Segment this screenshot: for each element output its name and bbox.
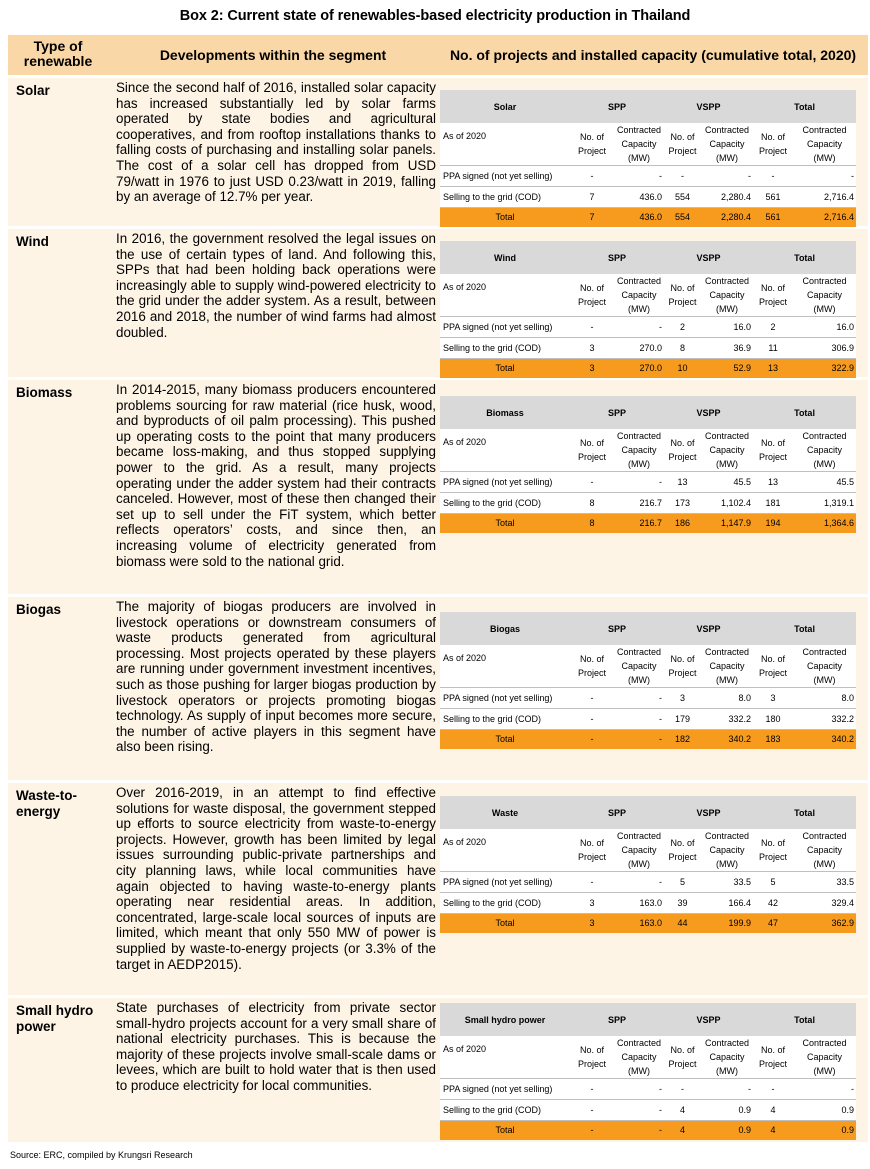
ppa-row — [440, 472, 856, 493]
no-of-project-header: No. of Project — [664, 274, 701, 317]
table-group-header — [440, 90, 856, 123]
no-of-project-header: No. of Project — [753, 829, 793, 872]
no-of-project-header: No. of Project — [664, 123, 701, 166]
capacity-cell: 436.0 — [614, 187, 664, 208]
project-count-cell: 3 — [570, 893, 614, 914]
contracted-capacity-header: Contracted Capacity (MW) — [701, 1036, 753, 1079]
spp-header: SPP — [570, 1003, 664, 1036]
total-header: Total — [753, 396, 856, 429]
row-label: Selling to the grid (COD) — [440, 709, 570, 730]
contracted-capacity-header: Contracted Capacity (MW) — [701, 123, 753, 166]
contracted-capacity-header: Contracted Capacity (MW) — [793, 1036, 856, 1079]
row-label: PPA signed (not yet selling) — [440, 317, 570, 338]
contracted-capacity-header: Contracted Capacity (MW) — [793, 274, 856, 317]
total-row — [440, 359, 856, 378]
table-group-header — [440, 612, 856, 645]
box-title: Box 2: Current state of renewables-based electricity production in Thailand — [179, 8, 691, 24]
ppa-row — [440, 166, 856, 187]
no-of-project-header: No. of Project — [570, 123, 614, 166]
row-label: PPA signed (not yet selling) — [440, 166, 570, 187]
project-count-cell: 11 — [753, 338, 793, 359]
capacity-cell: 436.0 — [614, 208, 664, 227]
capacity-table — [440, 90, 856, 227]
capacity-cell: 306.9 — [793, 338, 856, 359]
project-count-cell: 4 — [753, 1121, 793, 1140]
contracted-capacity-header: Contracted Capacity (MW) — [701, 645, 753, 688]
table-segment-name: Waste — [440, 796, 570, 829]
no-of-project-header: No. of Project — [570, 829, 614, 872]
project-count-cell: - — [753, 166, 793, 187]
row-label: Total — [440, 208, 570, 227]
table-segment-name: Solar — [440, 90, 570, 123]
row-label: Total — [440, 1121, 570, 1140]
project-count-cell: 4 — [753, 1100, 793, 1121]
vspp-header: VSPP — [664, 612, 753, 645]
segment-description: In 2014-2015, many biomass producers encountered problems sourcing for raw material (rice husk, wood, and byproducts of oil palm processing). This pushed up operating costs to the point that many producers became loss-making, and thus stopped supplying power to the grid. As a result, many projects operating under the adder system had their contracts canceled. However, most of these then changed their set up to sell under the FiT system, which better reflects operators’ costs, and since then, an increasing volume of electricity generated from biomass were sold to the national grid. — [116, 382, 436, 569]
project-count-cell: 7 — [570, 187, 614, 208]
capacity-cell: 329.4 — [793, 893, 856, 914]
spp-header: SPP — [570, 396, 664, 429]
table-header — [8, 35, 868, 75]
total-row — [440, 730, 856, 749]
total-row — [440, 1121, 856, 1140]
capacity-cell: 322.9 — [793, 359, 856, 378]
table-group-header — [440, 396, 856, 429]
header-type-of-renewable: Type of renewable — [23, 38, 93, 69]
table-subheader — [440, 1036, 856, 1079]
ppa-row — [440, 688, 856, 709]
capacity-cell: - — [614, 872, 664, 893]
project-count-cell: 5 — [753, 872, 793, 893]
vspp-header: VSPP — [664, 396, 753, 429]
no-of-project-header: No. of Project — [570, 645, 614, 688]
total-header: Total — [753, 241, 856, 274]
no-of-project-header: No. of Project — [570, 1036, 614, 1079]
capacity-cell: - — [614, 1079, 664, 1100]
capacity-cell: 332.2 — [793, 709, 856, 730]
project-count-cell: 2 — [753, 317, 793, 338]
capacity-table — [440, 396, 856, 533]
contracted-capacity-header: Contracted Capacity (MW) — [614, 274, 664, 317]
capacity-cell: - — [614, 1100, 664, 1121]
capacity-cell: - — [701, 1079, 753, 1100]
capacity-table — [440, 1003, 856, 1140]
row-label: Selling to the grid (COD) — [440, 493, 570, 514]
vspp-header: VSPP — [664, 90, 753, 123]
total-header: Total — [753, 796, 856, 829]
capacity-cell: - — [614, 472, 664, 493]
capacity-cell: 0.9 — [701, 1100, 753, 1121]
project-count-cell: - — [570, 472, 614, 493]
project-count-cell: 2 — [664, 317, 701, 338]
table-group-header — [440, 796, 856, 829]
table-subheader — [440, 829, 856, 872]
table-group-header — [440, 241, 856, 274]
spp-header: SPP — [570, 241, 664, 274]
project-count-cell: - — [570, 166, 614, 187]
row-label: Selling to the grid (COD) — [440, 1100, 570, 1121]
segment-description: Over 2016-2019, in an attempt to find effective solutions for waste disposal, the government stepped up efforts to source electricity from waste-to-energy projects. However, growth has been limited by legal issues surrounding public-private partnerships and city planning laws, while local communities have again objected to having waste-to-energy plants operating near residential areas. In addition, concentrated, large-scale local sources of inputs are limited, which meant that only 550 MW of power is supplied by waste-to-energy projects (or 3.3% of the target in AEDP2015). — [116, 785, 436, 972]
contracted-capacity-header: Contracted Capacity (MW) — [701, 274, 753, 317]
source-note: Source: ERC, compiled by Krungsri Research — [10, 1150, 193, 1160]
segment-name: Small hydro power — [16, 1003, 94, 1034]
no-of-project-header: No. of Project — [664, 645, 701, 688]
project-count-cell: 4 — [664, 1100, 701, 1121]
project-count-cell: - — [753, 1079, 793, 1100]
capacity-cell: 2,280.4 — [701, 187, 753, 208]
contracted-capacity-header: Contracted Capacity (MW) — [614, 645, 664, 688]
no-of-project-header: No. of Project — [753, 1036, 793, 1079]
table-subheader — [440, 123, 856, 166]
project-count-cell: - — [570, 1100, 614, 1121]
as-of-label: As of 2020 — [440, 1036, 570, 1079]
project-count-cell: 4 — [664, 1121, 701, 1140]
ppa-row — [440, 317, 856, 338]
project-count-cell: 8 — [570, 514, 614, 533]
project-count-cell: 183 — [753, 730, 793, 749]
project-count-cell: - — [664, 1079, 701, 1100]
selling-row — [440, 338, 856, 359]
table-segment-name: Biogas — [440, 612, 570, 645]
table-subheader — [440, 274, 856, 317]
project-count-cell: 13 — [753, 359, 793, 378]
capacity-cell: 36.9 — [701, 338, 753, 359]
header-developments: Developments within the segment — [159, 47, 387, 63]
project-count-cell: - — [570, 317, 614, 338]
capacity-cell: 332.2 — [701, 709, 753, 730]
as-of-label: As of 2020 — [440, 829, 570, 872]
as-of-label: As of 2020 — [440, 274, 570, 317]
table-subheader — [440, 645, 856, 688]
vspp-header: VSPP — [664, 241, 753, 274]
project-count-cell: 44 — [664, 914, 701, 933]
table-segment-name: Biomass — [440, 396, 570, 429]
contracted-capacity-header: Contracted Capacity (MW) — [614, 1036, 664, 1079]
capacity-cell: 16.0 — [701, 317, 753, 338]
capacity-cell: 33.5 — [793, 872, 856, 893]
project-count-cell: 3 — [570, 914, 614, 933]
capacity-cell: 8.0 — [701, 688, 753, 709]
header-projects-capacity: No. of projects and installed capacity (cumulative total, 2020) — [449, 47, 857, 63]
capacity-cell: 2,280.4 — [701, 208, 753, 227]
project-count-cell: 42 — [753, 893, 793, 914]
no-of-project-header: No. of Project — [570, 429, 614, 472]
project-count-cell: 39 — [664, 893, 701, 914]
capacity-cell: - — [614, 730, 664, 749]
row-label: Selling to the grid (COD) — [440, 338, 570, 359]
project-count-cell: 186 — [664, 514, 701, 533]
project-count-cell: 8 — [664, 338, 701, 359]
row-label: PPA signed (not yet selling) — [440, 472, 570, 493]
capacity-cell: - — [793, 166, 856, 187]
total-row — [440, 208, 856, 227]
no-of-project-header: No. of Project — [753, 645, 793, 688]
selling-row — [440, 1100, 856, 1121]
capacity-cell: 340.2 — [701, 730, 753, 749]
capacity-cell: 340.2 — [793, 730, 856, 749]
capacity-cell: 16.0 — [793, 317, 856, 338]
as-of-label: As of 2020 — [440, 645, 570, 688]
capacity-cell: 2,716.4 — [793, 208, 856, 227]
no-of-project-header: No. of Project — [664, 1036, 701, 1079]
selling-row — [440, 709, 856, 730]
total-header: Total — [753, 1003, 856, 1036]
no-of-project-header: No. of Project — [753, 429, 793, 472]
contracted-capacity-header: Contracted Capacity (MW) — [614, 429, 664, 472]
table-segment-name: Small hydro power — [440, 1003, 570, 1036]
project-count-cell: - — [570, 1079, 614, 1100]
project-count-cell: 173 — [664, 493, 701, 514]
capacity-cell: 0.9 — [701, 1121, 753, 1140]
project-count-cell: 194 — [753, 514, 793, 533]
capacity-cell: 362.9 — [793, 914, 856, 933]
row-label: Total — [440, 514, 570, 533]
capacity-cell: - — [793, 1079, 856, 1100]
contracted-capacity-header: Contracted Capacity (MW) — [614, 829, 664, 872]
project-count-cell: 3 — [570, 338, 614, 359]
capacity-cell: 270.0 — [614, 359, 664, 378]
project-count-cell: 47 — [753, 914, 793, 933]
capacity-cell: - — [614, 317, 664, 338]
project-count-cell: 179 — [664, 709, 701, 730]
spp-header: SPP — [570, 90, 664, 123]
total-row — [440, 514, 856, 533]
capacity-cell: 8.0 — [793, 688, 856, 709]
table-segment-name: Wind — [440, 241, 570, 274]
capacity-cell: 1,364.6 — [793, 514, 856, 533]
contracted-capacity-header: Contracted Capacity (MW) — [793, 429, 856, 472]
row-label: Selling to the grid (COD) — [440, 893, 570, 914]
capacity-cell: 2,716.4 — [793, 187, 856, 208]
project-count-cell: 13 — [753, 472, 793, 493]
contracted-capacity-header: Contracted Capacity (MW) — [701, 829, 753, 872]
project-count-cell: - — [570, 688, 614, 709]
project-count-cell: 3 — [664, 688, 701, 709]
table-subheader — [440, 429, 856, 472]
total-header: Total — [753, 90, 856, 123]
project-count-cell: - — [570, 872, 614, 893]
contracted-capacity-header: Contracted Capacity (MW) — [701, 429, 753, 472]
segment-description: In 2016, the government resolved the legal issues on the use of certain types of land. And following this, SPPs that had been holding back operations were increasingly able to supply wind-powered electricity to the grid under the adder system. As a result, between 2016 and 2018, the number of wind farms had almost doubled. — [116, 231, 436, 340]
contracted-capacity-header: Contracted Capacity (MW) — [793, 123, 856, 166]
capacity-cell: 0.9 — [793, 1100, 856, 1121]
capacity-cell: - — [614, 166, 664, 187]
segment-name: Solar — [16, 83, 50, 98]
project-count-cell: 3 — [753, 688, 793, 709]
project-count-cell: 5 — [664, 872, 701, 893]
total-row — [440, 914, 856, 933]
segment-name: Waste-to-energy — [16, 788, 77, 819]
contracted-capacity-header: Contracted Capacity (MW) — [614, 123, 664, 166]
capacity-cell: 199.9 — [701, 914, 753, 933]
row-label: PPA signed (not yet selling) — [440, 1079, 570, 1100]
no-of-project-header: No. of Project — [664, 429, 701, 472]
project-count-cell: 181 — [753, 493, 793, 514]
capacity-cell: - — [701, 166, 753, 187]
no-of-project-header: No. of Project — [753, 274, 793, 317]
capacity-cell: 270.0 — [614, 338, 664, 359]
selling-row — [440, 493, 856, 514]
project-count-cell: - — [570, 1121, 614, 1140]
no-of-project-header: No. of Project — [664, 829, 701, 872]
selling-row — [440, 187, 856, 208]
as-of-label: As of 2020 — [440, 429, 570, 472]
segment-description: The majority of biogas producers are involved in livestock operations or downstream consumers of waste products generated from agricultural processing. Most projects operated by these players are running under government investment incentives, such as those pushing for larger biogas production by livestock operators or projects promoting biogas technology. As supply of input becomes more secure, the number of active players in this segment have also been rising. — [116, 599, 436, 755]
contracted-capacity-header: Contracted Capacity (MW) — [793, 645, 856, 688]
contracted-capacity-header: Contracted Capacity (MW) — [793, 829, 856, 872]
capacity-cell: 1,319.1 — [793, 493, 856, 514]
selling-row — [440, 893, 856, 914]
project-count-cell: - — [570, 709, 614, 730]
capacity-cell: 45.5 — [793, 472, 856, 493]
capacity-cell: - — [614, 1121, 664, 1140]
vspp-header: VSPP — [664, 796, 753, 829]
capacity-cell: - — [614, 688, 664, 709]
ppa-row — [440, 1079, 856, 1100]
capacity-cell: 216.7 — [614, 493, 664, 514]
segment-name: Biogas — [16, 602, 62, 617]
segment-name: Wind — [16, 234, 49, 249]
project-count-cell: 10 — [664, 359, 701, 378]
capacity-cell: 45.5 — [701, 472, 753, 493]
as-of-label: As of 2020 — [440, 123, 570, 166]
project-count-cell: 3 — [570, 359, 614, 378]
project-count-cell: 8 — [570, 493, 614, 514]
project-count-cell: 554 — [664, 187, 701, 208]
capacity-cell: 163.0 — [614, 914, 664, 933]
segment-description: State purchases of electricity from private sector small-hydro projects account for a very small share of national electricity purchases. This is because the majority of these projects involve small-scale dams or levees, which are built to hold water that is then used to produce electricity for local communities. — [116, 1000, 436, 1093]
capacity-cell: 166.4 — [701, 893, 753, 914]
segment-description: Since the second half of 2016, installed solar capacity has increased substantially led by solar farms operated by state bodies and agricultural cooperatives, and from rooftop installations thanks to falling costs of purchasing and installing solar panels. The cost of a solar cell has dropped from USD 79/watt in 1976 to just USD 0.23/watt in 2019, falling by an average of 12.7% per year. — [116, 80, 436, 205]
row-label: Total — [440, 359, 570, 378]
row-label: Total — [440, 730, 570, 749]
capacity-table — [440, 796, 856, 933]
total-header: Total — [753, 612, 856, 645]
project-count-cell: 182 — [664, 730, 701, 749]
capacity-table — [440, 241, 856, 378]
project-count-cell: - — [570, 730, 614, 749]
project-count-cell: 554 — [664, 208, 701, 227]
capacity-cell: 1,147.9 — [701, 514, 753, 533]
row-label: Total — [440, 914, 570, 933]
project-count-cell: 561 — [753, 208, 793, 227]
capacity-cell: 163.0 — [614, 893, 664, 914]
ppa-row — [440, 872, 856, 893]
project-count-cell: 561 — [753, 187, 793, 208]
project-count-cell: - — [664, 166, 701, 187]
table-group-header — [440, 1003, 856, 1036]
spp-header: SPP — [570, 612, 664, 645]
capacity-cell: 216.7 — [614, 514, 664, 533]
capacity-cell: 52.9 — [701, 359, 753, 378]
vspp-header: VSPP — [664, 1003, 753, 1036]
capacity-cell: 1,102.4 — [701, 493, 753, 514]
row-label: PPA signed (not yet selling) — [440, 872, 570, 893]
spp-header: SPP — [570, 796, 664, 829]
capacity-table — [440, 612, 856, 749]
segment-name: Biomass — [16, 385, 73, 400]
capacity-cell: 33.5 — [701, 872, 753, 893]
project-count-cell: 13 — [664, 472, 701, 493]
no-of-project-header: No. of Project — [753, 123, 793, 166]
project-count-cell: 7 — [570, 208, 614, 227]
no-of-project-header: No. of Project — [570, 274, 614, 317]
capacity-cell: - — [614, 709, 664, 730]
capacity-cell: 0.9 — [793, 1121, 856, 1140]
row-label: PPA signed (not yet selling) — [440, 688, 570, 709]
project-count-cell: 180 — [753, 709, 793, 730]
row-label: Selling to the grid (COD) — [440, 187, 570, 208]
